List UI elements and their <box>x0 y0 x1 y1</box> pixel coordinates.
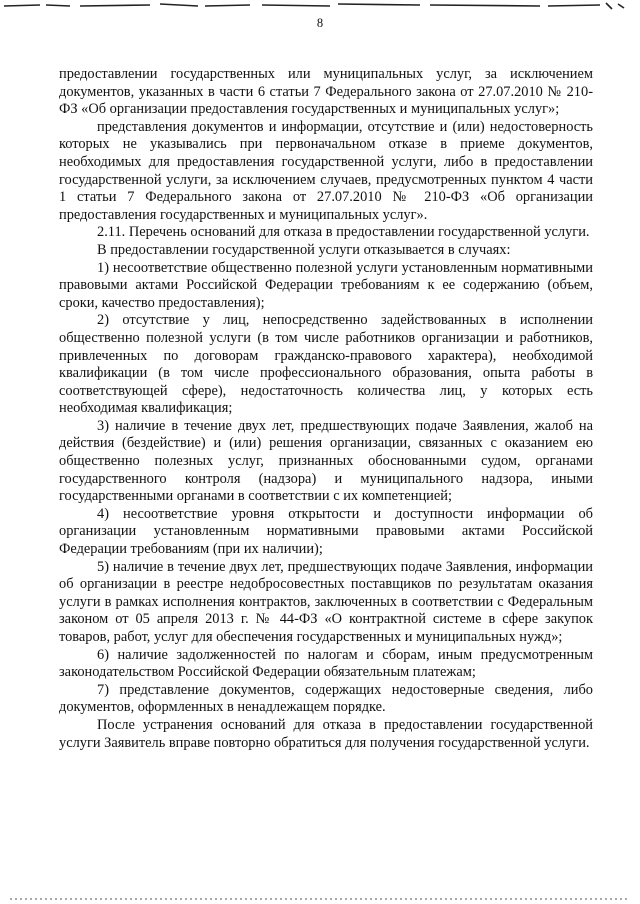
list-item: 6) наличие задолженностей по налогам и сборам, иным предусмотренным законодательством Российской Федерации обязательным платежам; <box>59 646 593 681</box>
scan-edge-artifact-bottom <box>0 894 640 904</box>
list-item: 7) представление документов, содержащих недостоверные сведения, либо документов, оформленных в ненадлежащем порядке. <box>59 681 593 716</box>
paragraph: После устранения оснований для отказа в предоставлении государственной услуги Заявитель вправе повторно обратиться для получения государственной услуги. <box>59 716 593 751</box>
list-item: 1) несоответствие общественно полезной услуги установленным нормативными правовыми актами Российской Федерации требованиям к ее содержанию (объем, сроки, качество предоставления); <box>59 259 593 311</box>
paragraph: представления документов и информации, отсутствие и (или) недостоверность которых не указывались при первоначальном отказе в приеме документов, необходимых для предоставления государственной услуги, либо в предоставлении государственной услуги, за исключением случаев, предусмотренных пунктом 4 части 1 статьи 7 Федерального закона от 27.07.2010 № 210-ФЗ «Об организации предоставления государственных и муниципальных услуг». <box>59 118 593 223</box>
section-heading: 2.11. Перечень оснований для отказа в предоставлении государственной услуги. <box>97 224 590 241</box>
paragraph: предоставлении государственных или муниципальных услуг, за исключением документов, указанных в части 6 статьи 7 Федерального закона от 27.07.2010 № 210-ФЗ «Об организации предоставления государственных и муниципальных услуг»; <box>59 66 593 118</box>
list-item: 2) отсутствие у лиц, непосредственно задействованных в исполнении общественно полезной услуги (в том числе работников организации и работников, привлеченных по договорам гражданско-правового характера), необходимой квалификации (в том числе профессионального образования, опыта работы в соответствующей сфере), недостаточность количества лиц, у которых есть необходимая квалификация; <box>59 312 593 417</box>
list-item: 5) наличие в течение двух лет, предшествующих подаче Заявления, информации об организации в реестре недобросовестных поставщиков по результатам оказания услуги в рамках исполнения контрактов, заключенных в соответствии с Федеральным законом от 05 апреля 2013 г. № 44-ФЗ «О контрактной системе в сфере закупок товаров, работ, услуг для обеспечения государственных и муниципальных нужд»; <box>59 558 593 645</box>
list-item: 3) наличие в течение двух лет, предшествующих подаче Заявления, жалоб на действия (бездействие) и (или) решения организации, связанных с оказанием ею общественно полезных услуг, признанных обоснованными судом, органами государственного контроля (надзора) и муниципального надзора, иными государственными органами в соответствии с их компетенцией; <box>59 417 593 505</box>
page-number: 8 <box>316 16 324 30</box>
scan-edge-artifact-top <box>0 0 640 12</box>
paragraph: В предоставлении государственной услуги отказывается в случаях: <box>97 241 511 258</box>
list-item: 4) несоответствие уровня открытости и доступности информации об организации установленным нормативными правовыми актами Российской Федерации требованиям (при их наличии); <box>59 505 593 558</box>
document-body <box>59 66 593 752</box>
